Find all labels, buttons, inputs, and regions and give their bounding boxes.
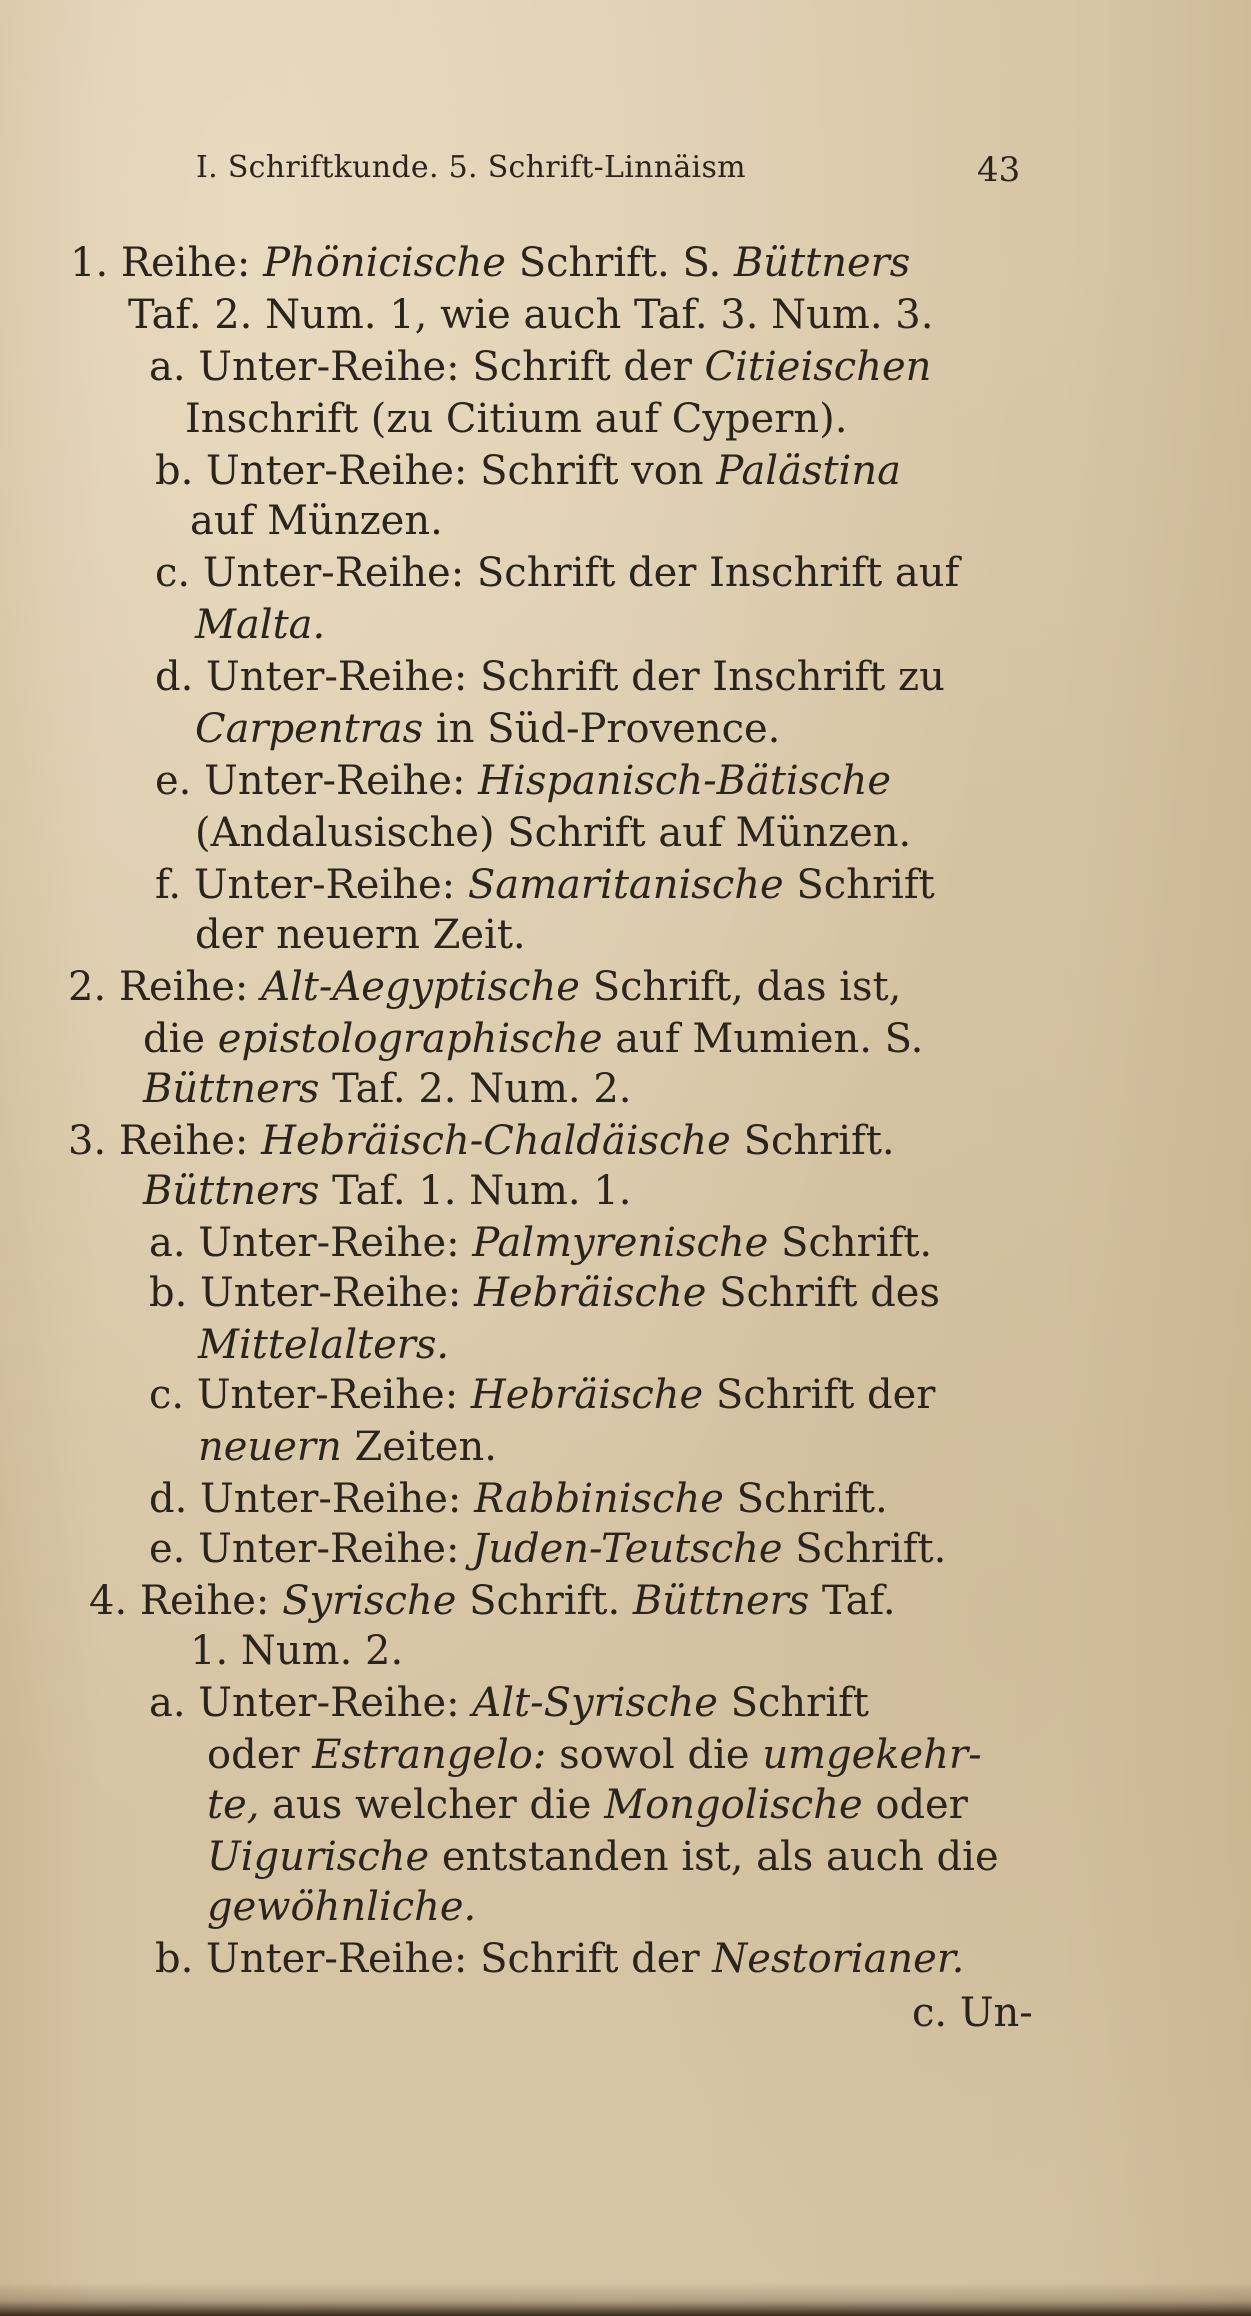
text-line: c. Unter-Reihe: Schrift der Inschrift auf: [155, 550, 960, 596]
text-line: a. Unter-Reihe: Alt-Syrische Schrift: [149, 1680, 869, 1726]
text-line: neuern Zeiten.: [198, 1424, 497, 1470]
text-line: die epistolographische auf Mumien. S.: [143, 1016, 924, 1062]
running-head: I. Schriftkunde. 5. Schrift-Linnäism: [196, 150, 746, 185]
text-line: d. Unter-Reihe: Schrift der Inschrift zu: [155, 654, 945, 700]
text-line: oder Estrangelo: sowol die umgekehr-: [207, 1732, 982, 1778]
text-line: d. Unter-Reihe: Rabbinische Schrift.: [149, 1476, 888, 1522]
text-line: der neuern Zeit.: [195, 912, 526, 958]
catchword: c. Un-: [912, 1990, 1033, 2036]
text-line: b. Unter-Reihe: Schrift der Nestorianer.: [155, 1936, 965, 1982]
text-line: Inschrift (zu Citium auf Cypern).: [185, 396, 848, 442]
text-line: b. Unter-Reihe: Schrift von Palästina: [155, 448, 901, 494]
text-line: gewöhnliche.: [207, 1884, 477, 1930]
text-line: 3. Reihe: Hebräisch-Chaldäische Schrift.: [68, 1118, 895, 1164]
text-line: Büttners Taf. 1. Num. 1.: [143, 1168, 632, 1214]
text-line: 1. Reihe: Phönicische Schrift. S. Büttners: [70, 240, 911, 286]
text-line: a. Unter-Reihe: Palmyrenische Schrift.: [149, 1220, 933, 1266]
page-bottom-edge: [0, 2282, 1251, 2316]
text-line: Taf. 2. Num. 1, wie auch Taf. 3. Num. 3.: [128, 292, 934, 338]
text-line: te, aus welcher die Mongolische oder: [207, 1782, 968, 1828]
text-line: a. Unter-Reihe: Schrift der Citieischen: [149, 344, 932, 390]
text-line: 4. Reihe: Syrische Schrift. Büttners Taf.: [89, 1578, 896, 1624]
page-header: [0, 150, 1251, 190]
page-number: 43: [977, 150, 1021, 190]
text-line: Büttners Taf. 2. Num. 2.: [143, 1066, 632, 1112]
text-line: Mittelalters.: [198, 1322, 450, 1368]
text-line: auf Münzen.: [190, 498, 443, 544]
text-line: 1. Num. 2.: [190, 1628, 404, 1674]
text-line: e. Unter-Reihe: Juden-Teutsche Schrift.: [149, 1526, 947, 1572]
text-line: Uigurische entstanden ist, als auch die: [207, 1834, 999, 1880]
text-line: Malta.: [195, 602, 326, 648]
text-line: (Andalusische) Schrift auf Münzen.: [195, 810, 912, 856]
text-line: b. Unter-Reihe: Hebräische Schrift des: [149, 1270, 940, 1316]
text-line: f. Unter-Reihe: Samaritanische Schrift: [155, 862, 935, 908]
text-line: c. Unter-Reihe: Hebräische Schrift der: [149, 1372, 936, 1418]
text-line: 2. Reihe: Alt-Aegyptische Schrift, das ist,: [68, 964, 902, 1010]
text-line: e. Unter-Reihe: Hispanisch-Bätische: [155, 758, 892, 804]
text-line: Carpentras in Süd-Provence.: [195, 706, 781, 752]
